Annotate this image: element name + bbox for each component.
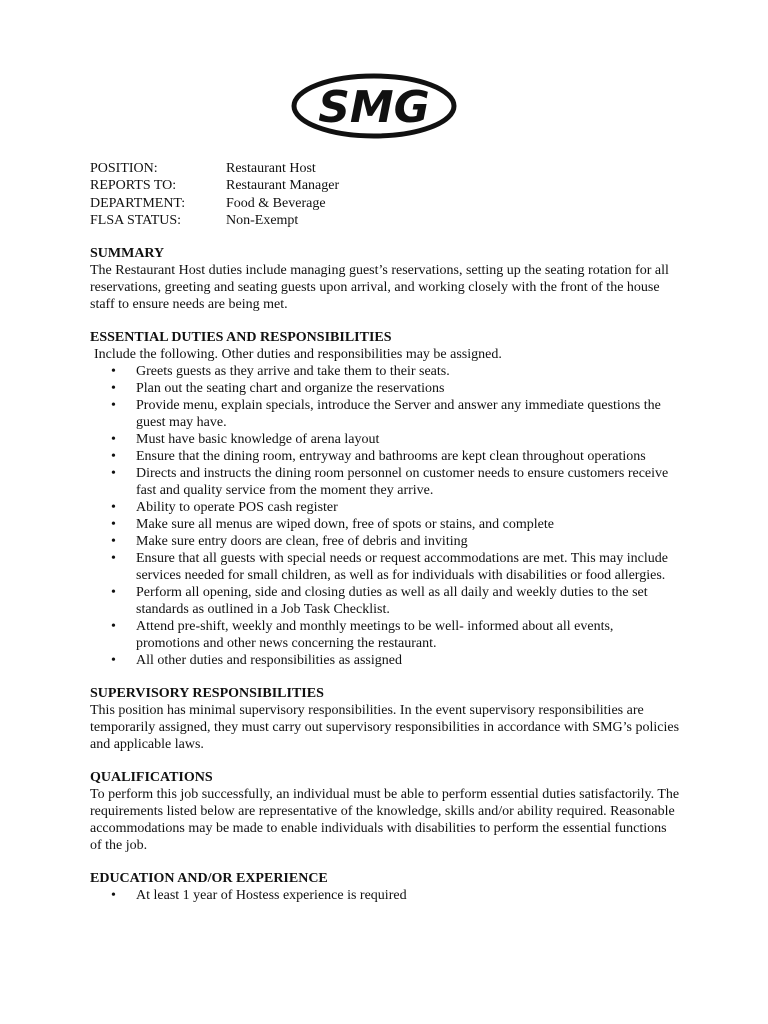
summary-heading: SUMMARY xyxy=(90,246,165,262)
qualifications-text: To perform this job successfully, an individual must be able to perform essential duties satisfactorily. The requirements listed below are representative of the knowledge, skills and/or ability required. Reasonable accommodations may be made to enable individuals with disabilities to perform the essential functions of the job. xyxy=(90,787,680,854)
list-item-text: Perform all opening, side and closing duties as well as all daily and weekly duties to the set standards as outlined in a Job Task Checklist. xyxy=(136,585,648,618)
bullet-icon: • xyxy=(111,888,116,904)
qualifications-heading: QUALIFICATIONS xyxy=(90,770,213,786)
qualifications-section xyxy=(90,769,680,854)
info-label: REPORTS TO: xyxy=(90,178,177,194)
info-row-flsa-status xyxy=(90,212,680,229)
education-heading: EDUCATION AND/OR EXPERIENCE xyxy=(90,871,328,887)
list-item-text: Attend pre-shift, weekly and monthly meetings to be well- informed about all events, promotions and other news concerning the restaurant. xyxy=(136,619,614,652)
list-item-text: Must have basic knowledge of arena layout xyxy=(136,432,380,448)
position-info xyxy=(90,160,680,229)
info-value: Restaurant Host xyxy=(226,161,316,176)
list-item xyxy=(90,618,680,652)
info-row-department xyxy=(90,195,680,212)
list-item-text: Ensure that the dining room, entryway and bathrooms are kept clean throughout operations xyxy=(136,449,646,465)
list-item xyxy=(90,448,680,465)
bullet-icon: • xyxy=(111,517,116,533)
list-item xyxy=(90,431,680,448)
bullet-icon: • xyxy=(111,381,116,397)
duties-section xyxy=(90,329,680,669)
list-item-text: All other duties and responsibilities as assigned xyxy=(136,653,402,669)
bullet-icon: • xyxy=(111,364,116,380)
list-item-text: Greets guests as they arrive and take them to their seats. xyxy=(136,364,450,380)
list-item-text: Make sure all menus are wiped down, free of spots or stains, and complete xyxy=(136,517,554,533)
list-item xyxy=(90,363,680,380)
list-item-text: At least 1 year of Hostess experience is required xyxy=(136,888,407,904)
summary-text: The Restaurant Host duties include managing guest’s reservations, setting up the seating rotation for all reservations, greeting and seating guests upon arrival, and working closely with the front of the house staff to ensure needs are being met. xyxy=(90,263,669,313)
info-value: Restaurant Manager xyxy=(226,178,340,194)
info-value: Food & Beverage xyxy=(226,195,326,211)
list-item xyxy=(90,465,680,499)
bullet-icon: • xyxy=(111,432,116,448)
list-item-text: Ensure that all guests with special needs or request accommodations are met. This may include services needed for small children, as well as for individuals with disabilities or food allergies. xyxy=(136,551,668,584)
list-item xyxy=(90,584,680,618)
bullet-icon: • xyxy=(111,534,116,550)
bullet-icon: • xyxy=(111,500,116,516)
list-item-text: Directs and instructs the dining room personnel on customer needs to ensure customers receive fast and quality service from the moment they arrive. xyxy=(136,466,669,499)
info-label: FLSA STATUS: xyxy=(90,212,182,228)
list-item-text: Ability to operate POS cash register xyxy=(136,500,338,516)
smg-logo xyxy=(290,72,458,140)
info-label: POSITION: xyxy=(90,161,158,176)
duties-list xyxy=(90,363,680,669)
bullet-icon: • xyxy=(111,398,116,414)
info-row-reports-to xyxy=(90,177,680,194)
list-item xyxy=(90,887,680,904)
info-label: DEPARTMENT: xyxy=(90,195,186,211)
summary-section xyxy=(90,245,680,313)
bullet-icon: • xyxy=(111,466,116,482)
duties-intro: Include the following. Other duties and responsibilities may be assigned. xyxy=(94,347,502,363)
bullet-icon: • xyxy=(111,653,116,669)
list-item xyxy=(90,652,680,669)
bullet-icon: • xyxy=(111,619,116,635)
bullet-icon: • xyxy=(111,585,116,601)
list-item xyxy=(90,499,680,516)
info-row-position xyxy=(90,160,680,177)
supervisory-heading: SUPERVISORY RESPONSIBILITIES xyxy=(90,686,324,702)
education-list xyxy=(90,887,680,904)
list-item xyxy=(90,516,680,533)
education-section xyxy=(90,870,680,904)
bullet-icon: • xyxy=(111,551,116,567)
smg-logo-text: SMG xyxy=(318,82,430,133)
bullet-icon: • xyxy=(111,449,116,465)
supervisory-section xyxy=(90,685,680,753)
list-item xyxy=(90,380,680,397)
list-item xyxy=(90,550,680,584)
document-content xyxy=(90,160,680,904)
list-item-text: Provide menu, explain specials, introduce the Server and answer any immediate questions the guest may have. xyxy=(136,398,661,431)
duties-heading: ESSENTIAL DUTIES AND RESPONSIBILITIES xyxy=(90,330,392,346)
list-item-text: Make sure entry doors are clean, free of debris and inviting xyxy=(136,534,468,550)
list-item xyxy=(90,533,680,550)
list-item xyxy=(90,397,680,431)
info-value: Non-Exempt xyxy=(226,212,299,228)
list-item-text: Plan out the seating chart and organize the reservations xyxy=(136,381,445,397)
supervisory-text: This position has minimal supervisory responsibilities. In the event supervisory responsibilities are temporarily assigned, they must carry out supervisory responsibilities in accordance with SMG’s policies and applicable laws. xyxy=(90,703,680,753)
